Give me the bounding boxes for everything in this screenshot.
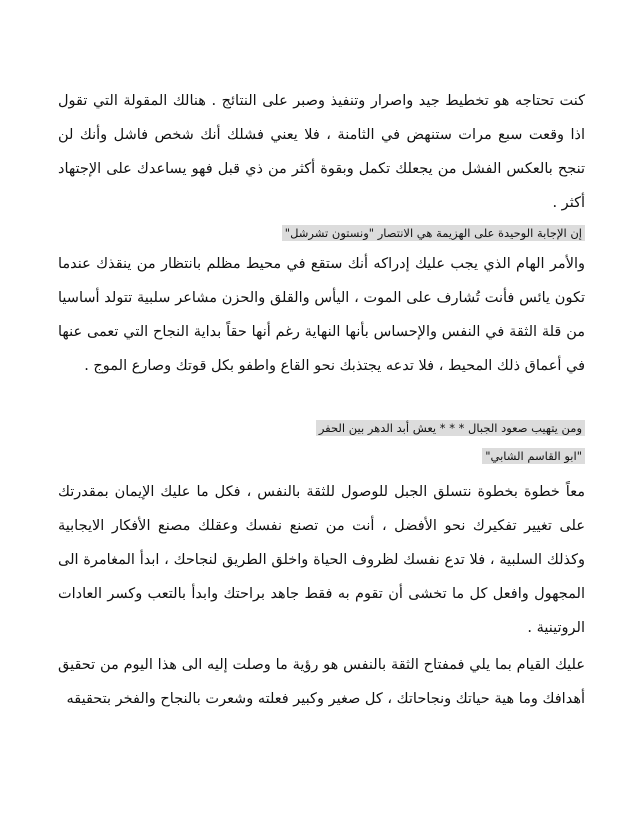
- paragraph-dark-ocean: والأمر الهام الذي يجب عليك إدراكه أنك ستقع في محيط مظلم بانتظار من ينقذك عندما تكون يائس فأنت تُشارف على الموت ، اليأس والقلق والحزن مشاعر سلبية تتولد أساسيا من قلة الثقة في النفس والإحساس بأنها النهاية رغم أنها حقاً بداية النجاح التي تعمى عنها في أعماق ذلك المحيط ، فلا تدعه يجتذبك نحو القاع واطفو بكل قوتك وصارع الموج .: [58, 256, 585, 374]
- paragraph-climb-mountain: معاً خطوة بخطوة نتسلق الجبل للوصول للثقة بالنفس ، فكل ما عليك الإيمان بمقدرتك على تغيير تفكيرك نحو الأفضل ، أنت من تصنع نفسك وعقلك مصنع الأفكار الايجابية وكذلك السلبية ، فلا تدع نفسك لظروف الحياة واخلق الطريق لنجاحك ، ابدأ المغامرة الى المجهول وافعل كل ما تخشى أن تقوم به فقط جاهد براحتك وابدأ بالتعب وكسر العادات الروتينية .: [58, 484, 585, 636]
- quote-churchill-text: إن الإجابة الوحيدة على الهزيمة هي الانتصار "ونستون تشرشل": [282, 225, 585, 241]
- poem-verse: [58, 419, 585, 437]
- paragraph-perseverance: كنت تحتاجه هو تخطيط جيد واصرار وتنفيذ وصبر على النتائج . هنالك المقولة التي تقول اذا وقعت سبع مرات ستنهض في الثامنة ، فلا يعني فشلك أنك شخص فاشل وأنك لن تنجح بالعكس الفشل من يجعلك تكمل وبقوة أكثر من ذي قبل فهو يساعدك على الإجتهاد أكثر .: [58, 93, 585, 211]
- poem-verse-text: ومن يتهيب صعود الجبال * * * يعش أبد الدهر بين الحفر: [316, 420, 585, 436]
- document-page: [58, 84, 585, 716]
- quote-churchill: [58, 224, 585, 242]
- paragraph-key-to-confidence: عليك القيام بما يلي فمفتاح الثقة بالنفس هو رؤية ما وصلت إليه الى هذا اليوم من تحقيق أهدافك وما هية حياتك ونجاحاتك ، كل صغير وكبير فعلته وشعرت بالنجاح والفخر بتحقيقه: [58, 657, 585, 707]
- poem-author: [58, 447, 585, 465]
- poem-author-text: "ابو القاسم الشابي": [482, 448, 585, 464]
